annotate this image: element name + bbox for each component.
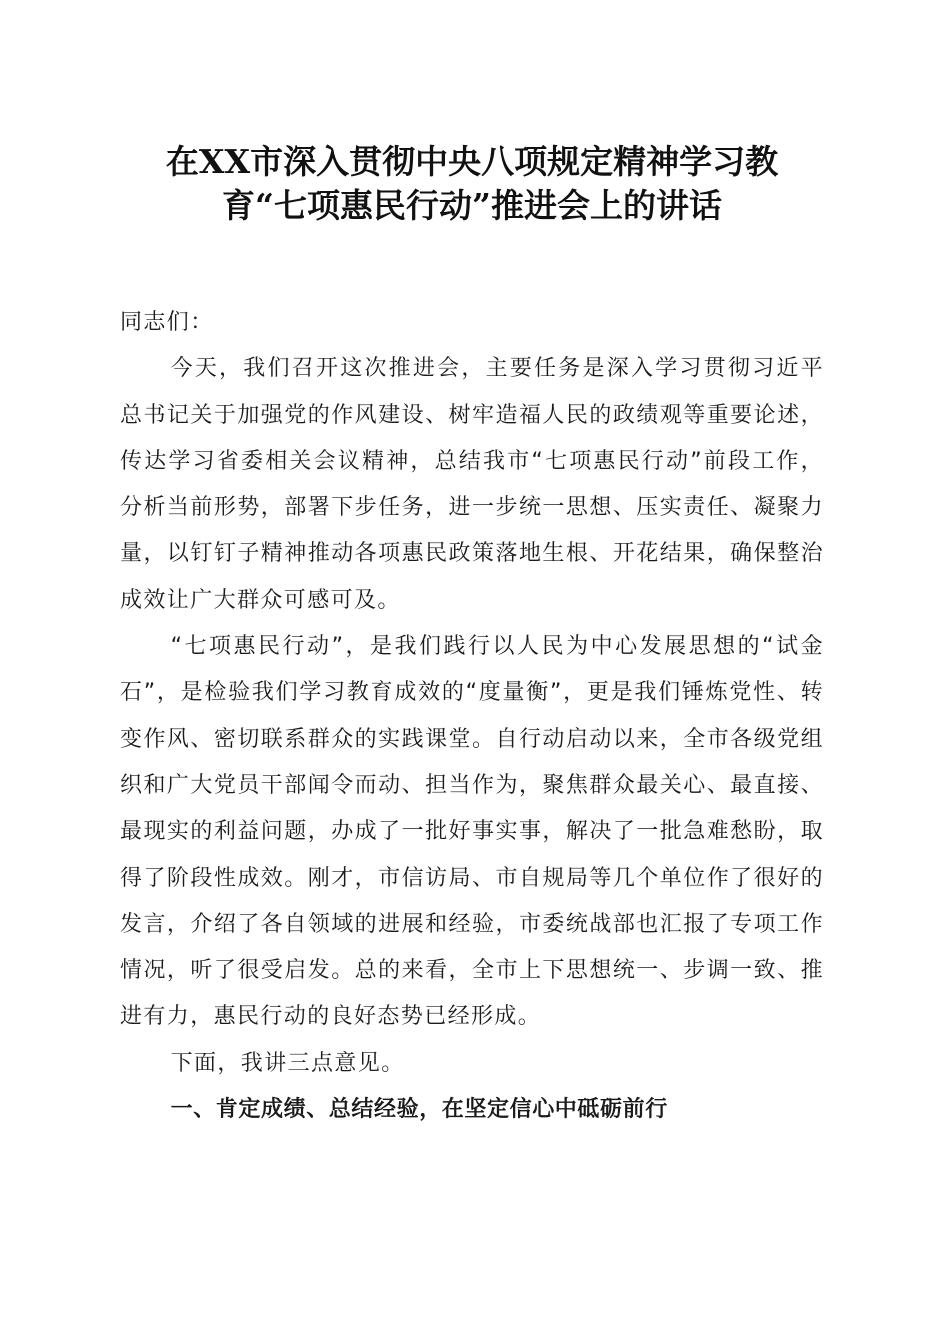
paragraph-achievements: “七项惠民行动”，是我们践行以人民为中心发展思想的“试金石”，是检验我们学习教育成效的“度量衡”，更是我们锤炼党性、转变作风、密切联系群众的实践课堂。自行动启动以来，全市各级党组织和广大党员干部闻令而动、担当作为，聚焦群众最关心、最直接、最现实的利益问题，办成了一批好事实事，解决了一批急难愁盼，取得了阶段性成效。刚才，市信访局、市自规局等几个单位作了很好的发言，介绍了各自领域的进展和经验，市委统战部也汇报了专项工作情况，听了很受启发。总的来看，全市上下思想统一、步调一致、推进有力，惠民行动的良好态势已经形成。 xyxy=(120,634,824,1030)
section-heading-one: 一、肯定成绩、总结经验，在坚定信心中砥砺前行 xyxy=(170,1097,668,1123)
paragraph-transition: 下面，我讲三点意见。 xyxy=(170,1050,405,1076)
title-line-1: 在XX市深入贯彻中央八项规定精神学习教 xyxy=(165,142,779,181)
document-content xyxy=(120,140,824,1133)
document-title xyxy=(120,140,824,228)
document-body xyxy=(120,300,824,1133)
salutation: 同志们： xyxy=(120,310,214,335)
title-line-2: 育“七项惠民行动”推进会上的讲话 xyxy=(222,186,722,225)
paragraph-opening: 今天，我们召开这次推进会，主要任务是深入学习贯彻习近平总书记关于加强党的作风建设、树牢造福人民的政绩观等重要论述，传达学习省委相关会议精神，总结我市“七项惠民行动”前段工作，分析当前形势，部署下步任务，进一步统一思想、压实责任、凝聚力量，以钉钉子精神推动各项惠民政策落地生根、开花结果，确保整治成效让广大群众可感可及。 xyxy=(120,356,824,613)
